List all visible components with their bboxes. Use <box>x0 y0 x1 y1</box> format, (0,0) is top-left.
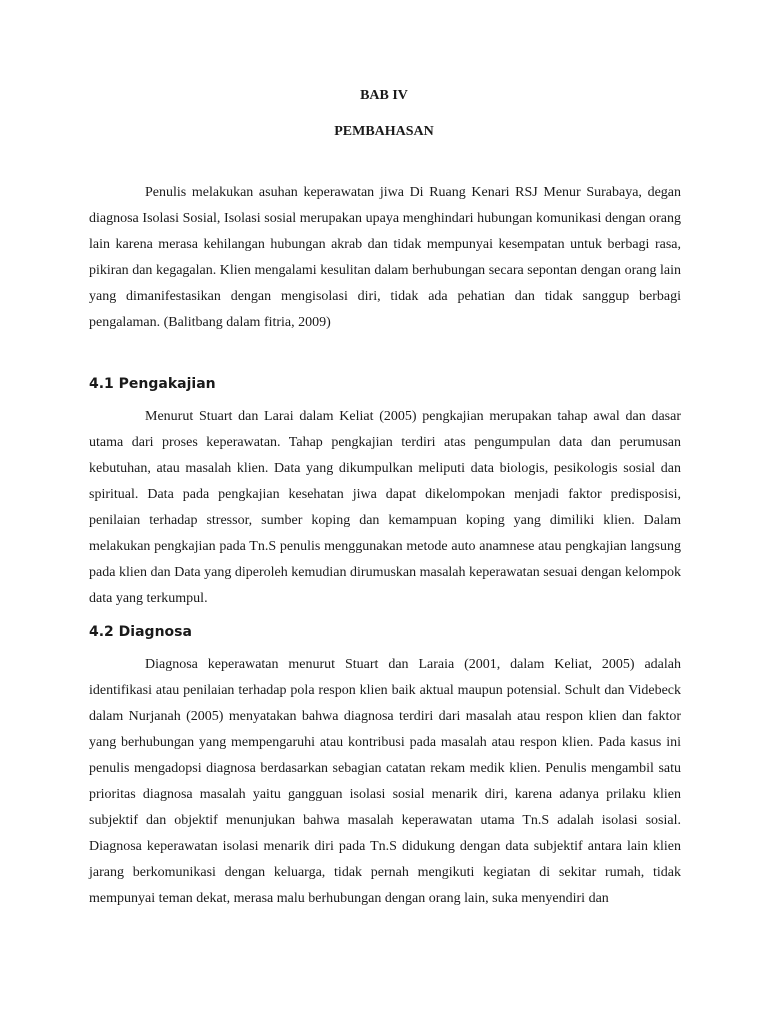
section-pengkajian-block <box>89 404 681 612</box>
chapter-title: PEMBAHASAN <box>334 124 434 139</box>
section-paragraph-pengkajian: Menurut Stuart dan Larai dalam Keliat (2005) pengkajian merupakan tahap awal dan dasar utama dari proses keperawatan. Tahap pengkajian terdiri atas pengumpulan data dan perumusan kebutuhan, atau masalah klien. Data yang dikumpulkan meliputi data biologis, pesikologis sosial dan spiritual. Data pada pengkajian kesehatan jiwa dapat dikelompokan menjadi faktor predisposisi, penilaian terhadap stressor, sumber koping dan kemampuan koping yang dimiliki klien. Dalam melakukan pengkajian pada Tn.S penulis menggunakan metode auto anamnese atau pengkajian langsung pada klien dan Data yang diperoleh kemudian dirumuskan masalah keperawatan sesuai dengan kelompok data yang terkumpul. <box>89 409 681 606</box>
intro-paragraph: Penulis melakukan asuhan keperawatan jiwa Di Ruang Kenari RSJ Menur Surabaya, degan diagnosa Isolasi Sosial, Isolasi sosial merupakan upaya menghindari hubungan komunikasi dengan orang lain karena merasa kehilangan hubungan akrab dan tidak mempunyai kesempatan untuk berbagi rasa, pikiran dan kegagalan. Klien mengalami kesulitan dalam berhubungan secara sepontan dengan orang lain yang dimanifestasikan dengan mengisolasi diri, tidak ada pehatian dan tidak sanggup berbagi pengalaman. (Balitbang dalam fitria, 2009) <box>89 185 681 330</box>
chapter-number: BAB IV <box>360 88 408 103</box>
intro-paragraph-block <box>89 180 681 336</box>
section-heading-diagnosa: 4.2 Diagnosa <box>89 624 192 640</box>
section-diagnosa-block <box>89 652 681 912</box>
section-heading-pengkajian: 4.1 Pengakajian <box>89 376 216 392</box>
section-paragraph-diagnosa: Diagnosa keperawatan menurut Stuart dan Laraia (2001, dalam Keliat, 2005) adalah identifikasi atau penilaian terhadap pola respon klien baik aktual maupun potensial. Schult dan Videbeck dalam Nurjanah (2005) menyatakan bahwa diagnosa terdiri dari masalah atau respon klien dan faktor yang berhubungan yang mempengaruhi atau kontribusi pada masalah atau respon klien. Pada kasus ini penulis mengadopsi diagnosa berdasarkan sebagian catatan rekam medik klien. Penulis mengambil satu prioritas diagnosa masalah yaitu gangguan isolasi sosial menarik diri, karena adanya prilaku klien subjektif dan objektif menunjukan bahwa masalah keperawatan utama Tn.S adalah isolasi sosial. Diagnosa keperawatan isolasi menarik diri pada Tn.S didukung dengan data subjektif antara lain klien jarang berkomunikasi dengan keluarga, tidak pernah mengikuti kegiatan di sekitar rumah, tidak mempunyai teman dekat, merasa malu berhubungan dengan orang lain, suka menyendiri dan <box>89 657 681 906</box>
